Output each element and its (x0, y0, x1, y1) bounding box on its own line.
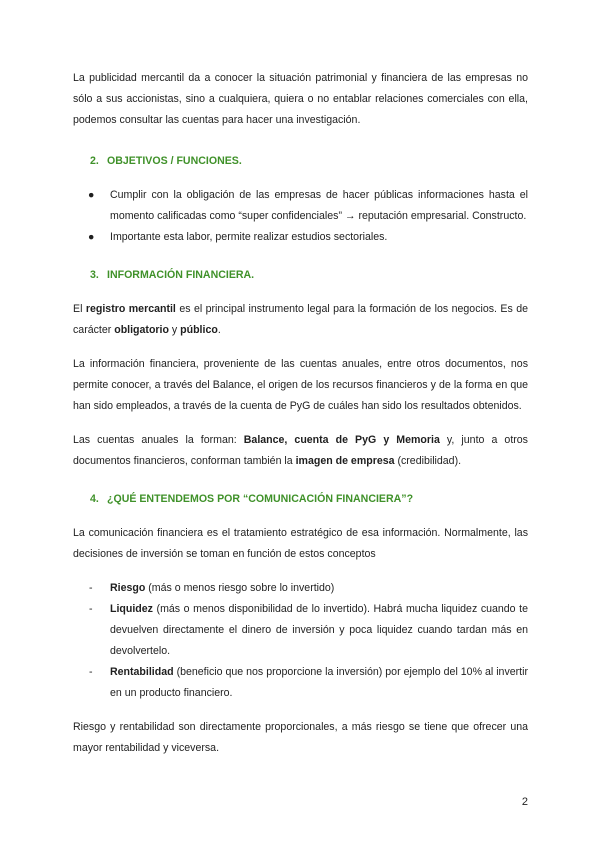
bullet-icon: ● (88, 189, 95, 201)
section-heading-objetivos: 2. OBJETIVOS / FUNCIONES. (90, 155, 242, 167)
document-page (73, 68, 528, 759)
dash-bullet-icon: - (89, 603, 93, 615)
dash-bullet-icon: - (89, 666, 93, 678)
riesgo-rentabilidad-paragraph: Riesgo y rentabilidad son directamente proporcionales, a más riesgo se tiene que ofrecer una mayor rentabilidad y viceversa. (73, 721, 528, 754)
list-item: - Rentabilidad (beneficio que nos proporcione la inversión) por ejemplo del 10% al invertir en un producto financiero. (73, 662, 528, 704)
list-item: - Liquidez (más o menos disponibilidad de lo invertido). Habrá mucha liquidez cuando te devuelven directamente el dinero de inversión y poca liquidez cuando tardan más en devolvertelo. (73, 599, 528, 662)
comunicacion-financiera-paragraph: La comunicación financiera es el tratamiento estratégico de esa información. Normalmente, las decisiones de inversión se toman en función de estos conceptos (73, 527, 528, 560)
page-number: 2 (521, 796, 528, 808)
objetivos-list (73, 185, 528, 248)
informacion-financiera-paragraph: La información financiera, proveniente de las cuentas anuales, entre otros documentos, nos permite conocer, a través del Balance, el origen de los recursos financieros y de la forma en que han sido empleados, a través de la cuenta de PyG de cuáles han sido los resultados obtenidos. (73, 358, 528, 412)
intro-paragraph: La publicidad mercantil da a conocer la situación patrimonial y financiera de las empresas no sólo a sus accionistas, sino a cualquiera, quiera o no entablar relaciones comerciales con ella, podemos consultar las cuentas para hacer una investigación. (73, 72, 528, 126)
dash-bullet-icon: - (89, 582, 93, 594)
list-item: - Riesgo (más o menos riesgo sobre lo invertido) (73, 578, 528, 599)
list-item: ● Importante esta labor, permite realizar estudios sectoriales. (73, 227, 528, 248)
cuentas-anuales-paragraph: Las cuentas anuales la forman: Balance, cuenta de PyG y Memoria y, junto a otros documentos financieros, conforman también la imagen de empresa (credibilidad). (73, 434, 528, 467)
list-item: ● Cumplir con la obligación de las empresas de hacer públicas informaciones hasta el momento calificadas como “super confidenciales” → reputación empresarial. Constructo. (73, 185, 528, 227)
bullet-icon: ● (88, 231, 95, 243)
section-heading-comunicacion-financiera: 4. ¿QUÉ ENTENDEMOS POR “COMUNICACIÓN FINANCIERA”? (90, 493, 414, 505)
section-heading-informacion-financiera: 3. INFORMACIÓN FINANCIERA. (90, 269, 255, 281)
registro-mercantil-paragraph: El registro mercantil es el principal instrumento legal para la formación de los negocios. Es de carácter obligatorio y público. (73, 303, 528, 336)
conceptos-list (73, 578, 528, 704)
